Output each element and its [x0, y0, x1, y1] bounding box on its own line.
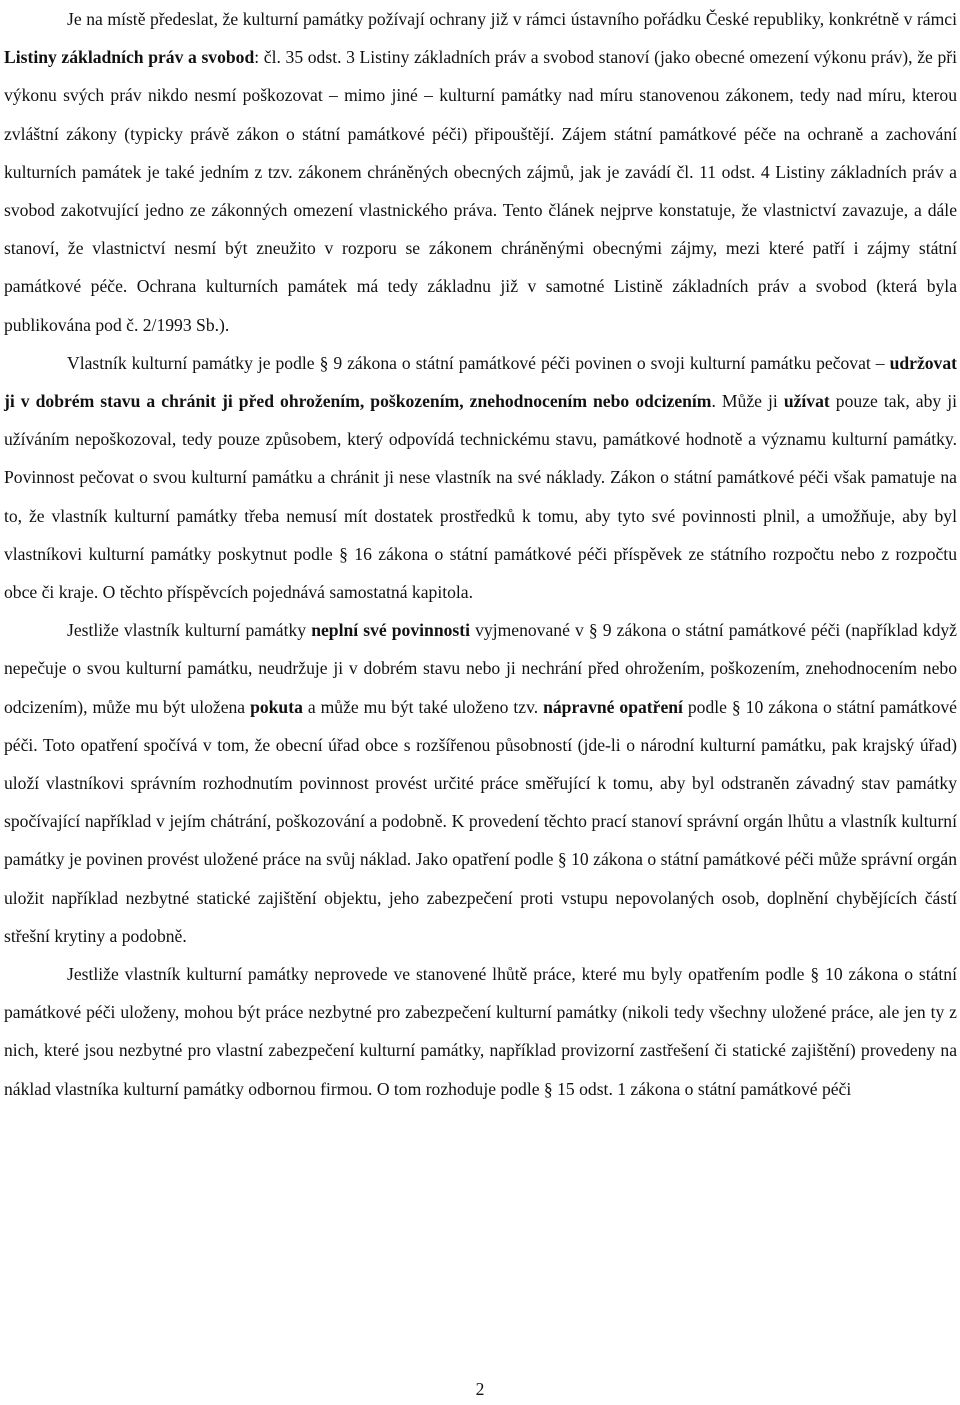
- document-body: [4, 0, 957, 1108]
- text-run: podle § 10 zákona o státní památkové péči. Toto opatření spočívá v tom, že obecní úřad obce s rozšířenou působností (jde-li o národní kulturní památku, pak krajský úřad) uloží vlastníkovi správním rozhodnutím povinnost provést určité práce směřující k tomu, aby byl odstraněn závadný stav památky spočívající například v jejím chátrání, poškozování a podobně. K provedení těchto prací stanoví správní orgán lhůtu a vlastník kulturní památky je povinen provést uložené práce na svůj náklad. Jako opatření podle § 10 zákona o státní památkové péči může správní orgán uložit například nezbytné statické zajištění objektu, jeho zabezpečení proti vstupu nepovolaných osob, doplnění chybějících částí střešní krytiny a podobně.: [4, 696, 957, 946]
- paragraph: [4, 955, 957, 1108]
- text-run: pouze tak, aby ji užíváním nepoškozoval, tedy pouze způsobem, který odpovídá technickému stavu, památkové hodnotě a významu kulturní památky. Povinnost pečovat o svou kulturní památku a chránit ji nese vlastník na své náklady. Zákon o státní památkové péči však pamatuje na to, že vlastník kulturní památky třeba nemusí mít dostatek prostředků k tomu, aby tyto své povinnosti plnil, a umožňuje, aby byl vlastníkovi kulturní památky poskytnut podle § 16 zákona o státní památkové péči příspěvek ze státního rozpočtu nebo z rozpočtu obce či kraje. O těchto příspěvcích pojednává samostatná kapitola.: [4, 391, 957, 603]
- text-run: Jestliže vlastník kulturní památky neprovede ve stanovené lhůtě práce, které mu byly opatřením podle § 10 zákona o státní památkové péči uloženy, mohou být práce nezbytné pro zabezpečení kulturní památky (nikoli tedy všechny uložené práce, ale jen ty z nich, které jsou nezbytné pro vlastní zabezpečení kulturní památky, například provizorní zastřešení či statické zajištění) provedeny na náklad vlastníka kulturní památky odbornou firmou. O tom rozhoduje podle § 15 odst. 1 zákona o státní památkové péči: [4, 964, 957, 1099]
- paragraph: [4, 344, 957, 611]
- bold-text: pokuta: [250, 696, 303, 717]
- text-run: a může mu být také uloženo tzv.: [302, 696, 544, 717]
- text-run: Vlastník kulturní památky je podle § 9 zákona o státní památkové péči povinen o svoji kulturní památku pečovat –: [67, 352, 890, 373]
- document-page: [4, 0, 957, 1108]
- text-run: vyjmenované v § 9 zákona o státní památkové péči (například když nepečuje o svou kulturní památku, neudržuje ji v dobrém stavu nebo ji nechrání před ohrožením, poškozením, znehodnocením nebo odcizením), může mu být uložena: [4, 620, 957, 717]
- text-run: : čl. 35 odst. 3 Listiny základních práv a svobod stanoví (jako obecné omezení výkonu práv), že při výkonu svých práv nikdo nesmí poškozovat – mimo jiné – kulturní památky nad míru stanovenou zákonem, tedy nad míru, kterou zvláštní zákony (typicky právě zákon o státní památkové péči) připouštějí. Zájem státní památkové péče na ochraně a zachování kulturních památek je také jedním z tzv. zákonem chráněných obecných zájmů, jak je zavádí čl. 11 odst. 4 Listiny základních práv a svobod zakotvující jedno ze zákonných omezení vlastnického práva. Tento článek nejprve konstatuje, že vlastnictví zavazuje, a dále stanoví, že vlastnictví nesmí být zneužito v rozporu se zákonem chráněnými obecnými zájmy, mezi které patří i zájmy státní památkové péče. Ochrana kulturních památek má tedy základnu již v samotné Listině základních práv a svobod (která byla publikována pod č. 2/1993 Sb.).: [4, 47, 957, 335]
- paragraph: [4, 611, 957, 955]
- bold-text: udržovat ji v dobrém stavu a chránit ji před ohrožením, poškozením, znehodnocením nebo odcizením: [4, 352, 957, 412]
- text-run: . Může ji: [711, 391, 784, 412]
- bold-text: neplní své povinnosti: [311, 620, 471, 641]
- bold-text: užívat: [783, 391, 830, 412]
- bold-text: Listiny základních práv a svobod: [4, 47, 255, 68]
- page-number: 2: [475, 1379, 485, 1399]
- text-run: Je na místě předeslat, že kulturní památky požívají ochrany již v rámci ústavního pořádku České republiky, konkrétně v rámci: [67, 9, 957, 29]
- paragraph: [4, 0, 957, 344]
- bold-text: nápravné opatření: [543, 696, 683, 717]
- text-run: Jestliže vlastník kulturní památky: [67, 620, 312, 641]
